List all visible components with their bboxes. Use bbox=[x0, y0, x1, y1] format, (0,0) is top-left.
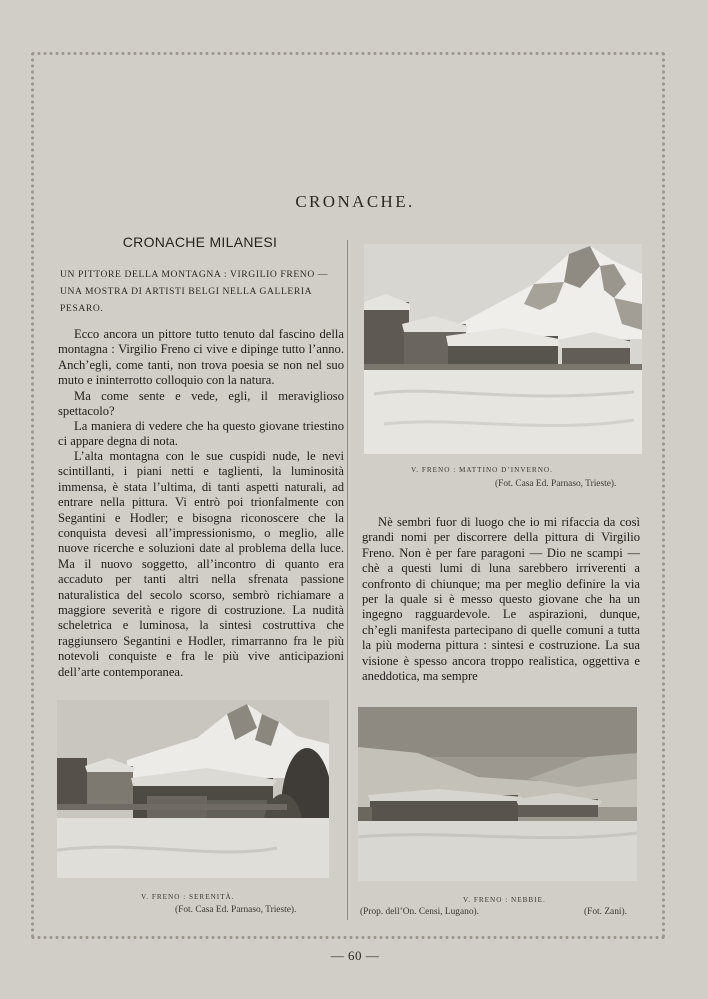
ornamental-border-left bbox=[30, 51, 35, 940]
page-title: CRONACHE. bbox=[295, 192, 415, 211]
left-paragraph-2: Ma come sente e vede, egli, il meraviglioso spettacolo? bbox=[58, 389, 344, 419]
ornamental-border-bottom bbox=[30, 935, 666, 940]
section-subtitle: UN PITTORE DELLA MONTAGNA : VIRGILIO FRENO — UNA MOSTRA DI ARTISTI BELGI NELLA GALLERIA PESARO. bbox=[60, 269, 329, 314]
figure-credit-2: (Fot. Casa Ed. Parnaso, Trieste). bbox=[175, 905, 297, 915]
figure-caption-3: V. FRENO : NEBBIE. bbox=[463, 896, 546, 904]
page-number: — 60 — bbox=[330, 948, 380, 963]
painting-mattino-d-inverno bbox=[364, 244, 642, 454]
section-heading: CRONACHE MILANESI bbox=[122, 234, 278, 250]
ornamental-border-top bbox=[30, 51, 666, 56]
left-paragraph-3: La maniera di vedere che ha questo giovane triestino ci appare degna di nota. bbox=[58, 419, 344, 449]
column-divider bbox=[347, 240, 348, 920]
painting-serenita bbox=[57, 700, 329, 878]
left-paragraph-1: Ecco ancora un pittore tutto tenuto dal fascino della montagna : Virgilio Freno ci vive e dipinge tutto l’anno. Anch’egli, come tanti, non trova poesia se non nel suo muto e ininterrotto colloquio con la natura. bbox=[58, 327, 344, 388]
left-paragraph-4: L’alta montagna con le sue cuspidi nude, le nevi scintillanti, i piani netti e taglienti, la luminosità immensa, è stata l’ultima, di tanti aspetti naturali, ad entrare nella pittura. Vi entrò poi trionfalmente con Segantini e Hodler; e bisogna riconoscere che la conquista devesi all’impressionismo, o meglio, alle nuove ricerche e soluzioni date al problema della luce. Ma il nuovo soggetto, all’incontro di quanto era accaduto per tanti altri nella sfrenata passione naturalistica del secolo scorso, sembrò richiamare a maggiore severità e rigore di costruzione. La nudità scheletrica e luminosa, la sintesi costruttiva che raggiunsero Segantini e Hodler, rimarranno fra le più notevoli conquiste e fra le più vive anticipazioni dell’arte contemporanea. bbox=[58, 449, 344, 679]
figure-credit-1: (Fot. Casa Ed. Parnaso, Trieste). bbox=[495, 479, 617, 489]
ornamental-border-right bbox=[661, 51, 666, 940]
painting-nebbie bbox=[358, 707, 637, 881]
figure-caption-2: V. FRENO : SERENITÀ. bbox=[141, 893, 235, 901]
figure-caption-1: V. FRENO : MATTINO D’INVERNO. bbox=[411, 466, 553, 474]
right-paragraph: Nè sembri fuor di luogo che io mi rifaccia da così grandi nomi per discorrere della pittura di Virgilio Freno. Non è per fare paragoni — Dio ne scampi — chè a questi lumi di luna sarebbero irriverenti a confronto di chiunque; ma per meglio definire la via per la quale si è messo questo giovane che ha un ingegno ragguardevole. Le aspirazioni, dunque, ch’egli manifesta partecipano di quelle comuni a tutta la più moderna pittura : sintesi e costruzione. La sua visione è spesso ancora troppo realistica, oggettiva e aneddotica, ma sempre bbox=[362, 515, 640, 684]
figure-credit-3-photographer: (Fot. Zani). bbox=[584, 907, 627, 917]
figure-credit-3: (Prop. dell’On. Censi, Lugano). bbox=[360, 907, 479, 917]
